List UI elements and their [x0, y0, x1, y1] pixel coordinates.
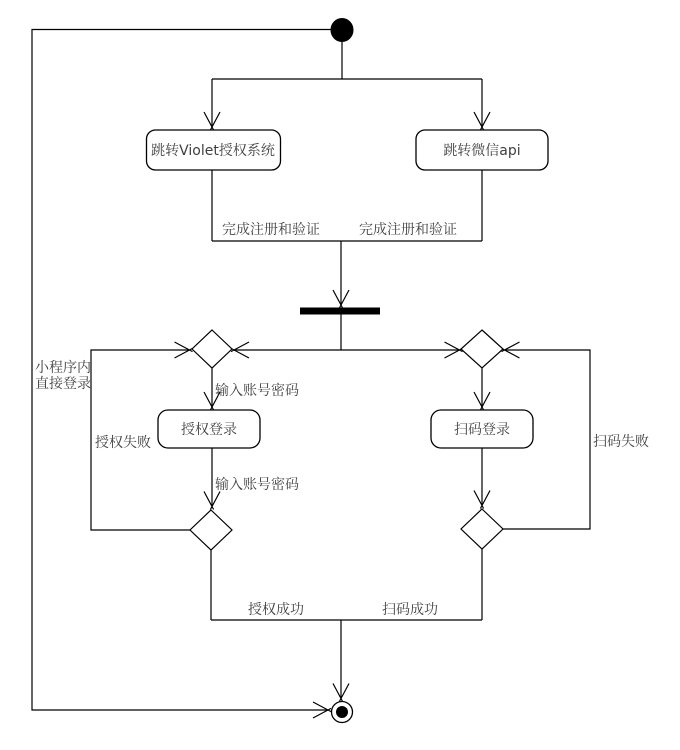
edge-label-enter-credentials-bottom: 输入账号密码: [215, 477, 299, 493]
final-node: [332, 702, 353, 723]
activity-scan-login-label: 扫码登录: [454, 422, 510, 438]
edge-label-complete-registration-left: 完成注册和验证: [222, 222, 320, 238]
decision-diamond-scan: [461, 509, 503, 549]
merge-diamond-scan: [461, 330, 503, 368]
edge-label-auth-success: 授权成功: [248, 602, 304, 618]
edge-label-mini-program-line1: 小程序内: [35, 360, 91, 376]
activity-auth-login-label: 授权登录: [181, 422, 237, 438]
activity-wechat-api: [416, 130, 548, 170]
activity-violet-auth: [147, 130, 281, 170]
merge-diamond-auth: [192, 330, 232, 368]
edge-label-complete-registration-right: 完成注册和验证: [359, 222, 457, 238]
edge-label-scan-success: 扫码成功: [382, 602, 438, 618]
edge-label-mini-program-line2: 直接登录: [35, 376, 91, 392]
initial-node: [331, 19, 353, 42]
activity-auth-login: [158, 410, 260, 448]
activity-wechat-api-label: 跳转微信api: [443, 143, 521, 159]
activity-violet-auth-label: 跳转Violet授权系统: [151, 143, 275, 159]
edge-label-auth-fail: 授权失败: [95, 435, 151, 451]
activity-scan-login: [431, 410, 533, 448]
decision-diamond-auth: [190, 510, 232, 550]
final-node-inner-dot: [336, 706, 348, 718]
fork-join-bar: [300, 308, 380, 315]
edge-label-scan-fail: 扫码失败: [593, 434, 649, 450]
edge-label-enter-credentials-top: 输入账号密码: [215, 383, 299, 399]
